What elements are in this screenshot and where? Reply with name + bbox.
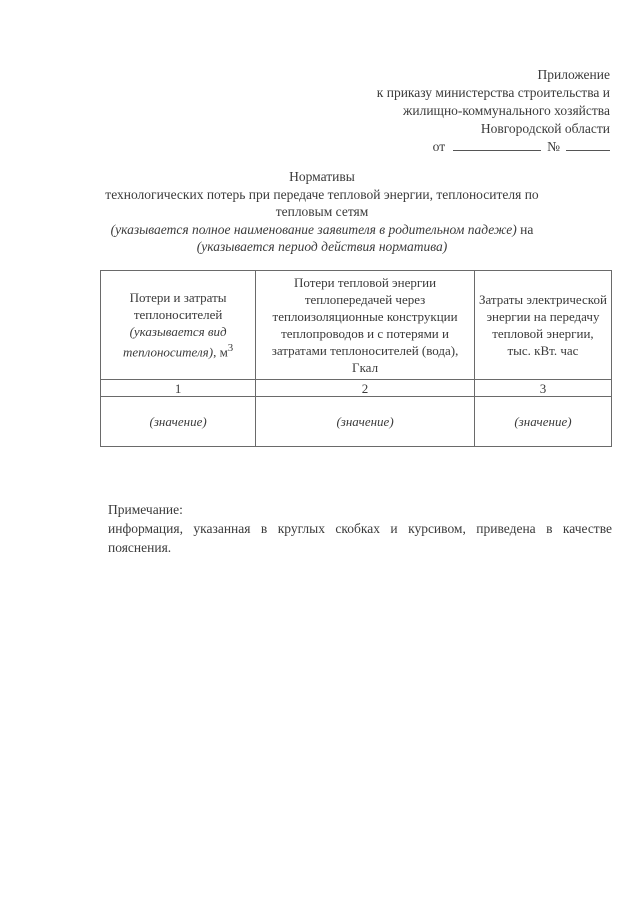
date-prefix: от [432, 139, 446, 154]
appendix-line-1: Приложение [537, 67, 610, 82]
document-title [100, 168, 544, 256]
table-number-row [101, 380, 612, 397]
applicant-placeholder: (указывается полное наименование заявителя в родительном падеже) [110, 221, 517, 237]
number-blank [566, 138, 610, 151]
appendix-date-line [377, 138, 610, 156]
value-cell-2: (значение) [256, 397, 475, 447]
date-blank [453, 138, 541, 151]
col1-header [101, 271, 256, 380]
appendix-line-4: Новгородской области [480, 121, 610, 136]
col1-header-text: Потери и затраты теплоносителей [129, 290, 227, 323]
col-number-2: 2 [256, 380, 475, 397]
col-number-3: 3 [474, 380, 611, 397]
period-placeholder: (указывается период действия норматива) [196, 239, 448, 254]
note-text: информация, указанная в круглых скобках и курсивом, приведена в качестве пояснения. [108, 521, 612, 555]
appendix-line-3: жилищно-коммунального хозяйства [403, 103, 610, 118]
title-line-1: Нормативы [289, 169, 355, 184]
note-heading: Примечание: [108, 502, 183, 517]
col1-header-italic: (указывается вид теплоносителя) [122, 324, 227, 360]
col-number-1: 1 [101, 380, 256, 397]
title-applicant-line [100, 221, 544, 239]
title-connector: на [520, 221, 534, 237]
title-line-2: технологических потерь при передаче тепловой энергии, теплоносителя по тепловым сетям [105, 186, 539, 219]
col2-header: Потери тепловой энергии теплопередачей через теплоизоляционные конструкции теплопроводов и с потерями и затратами теплоносителей (вода), Гкал [256, 271, 475, 380]
col3-header: Затраты электрической энергии на передачу тепловой энергии, тыс. кВт. час [474, 271, 611, 380]
col1-header-sup: 3 [227, 342, 234, 355]
value-cell-1: (значение) [101, 397, 256, 447]
col1-header-unit: , м [213, 344, 228, 360]
number-sign: № [547, 139, 560, 154]
table-value-row [101, 397, 612, 447]
norms-table [100, 270, 612, 447]
appendix-header [377, 66, 610, 156]
appendix-line-2: к приказу министерства строительства и [376, 85, 610, 100]
table-header-row [101, 271, 612, 380]
note-section [108, 500, 612, 557]
value-cell-3: (значение) [474, 397, 611, 447]
